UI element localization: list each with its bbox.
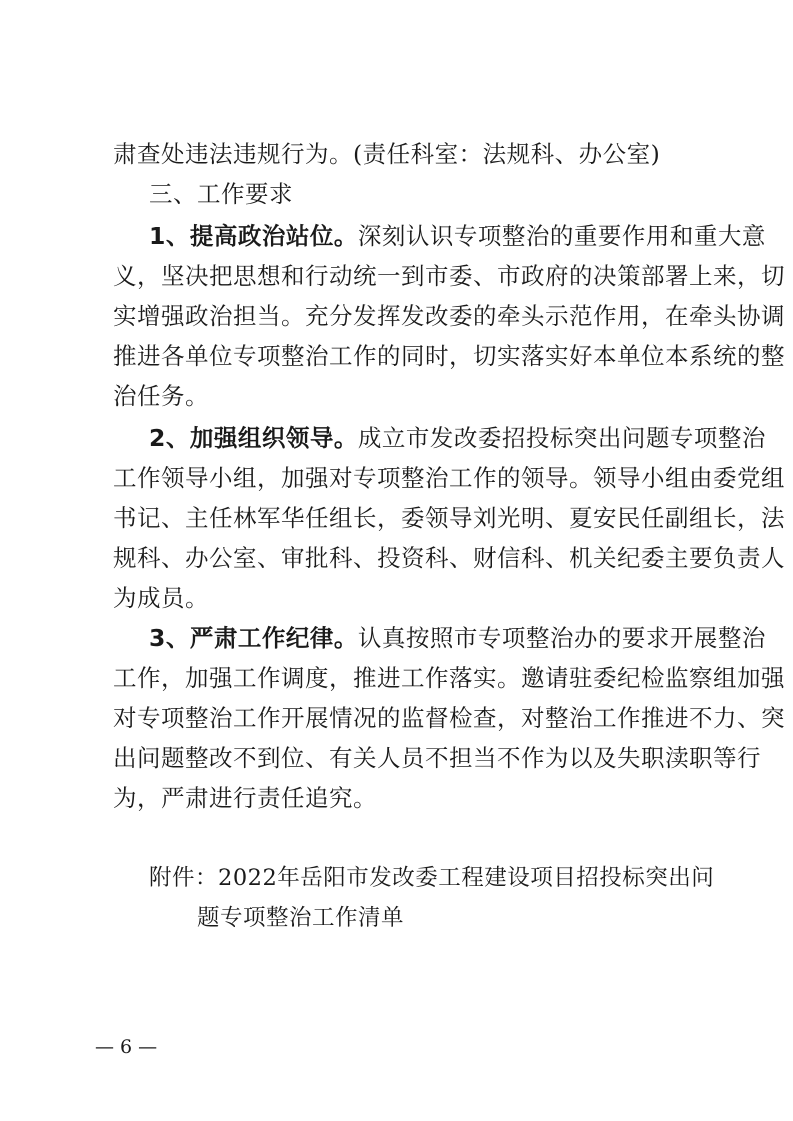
item-2-line-1: 成立市发改委招投标突出问题专项整治	[357, 424, 766, 452]
attachment-title-line-1: 2022年岳阳市发改委工程建设项目招投标突出问	[218, 865, 715, 891]
item-1-line-3: 实增强政治担当。充分发挥发改委的牵头示范作用，在牵头协调	[113, 302, 785, 330]
continuation-text: 肃查处违法违规行为。	[113, 140, 353, 168]
item-2-first-line	[149, 422, 766, 454]
item-3-line-3: 对专项整治工作开展情况的监督检查，对整治工作推进不力、突	[113, 704, 785, 732]
item-1-line-2: 义，坚决把思想和行动统一到市委、市政府的决策部署上来，切	[113, 262, 785, 290]
item-2-line-3: 书记、主任林军华任组长，委领导刘光明、夏安民任副组长，法	[113, 504, 785, 532]
item-2-line-4: 规科、办公室、审批科、投资科、财信科、机关纪委主要负责人	[113, 544, 785, 572]
item-1-first-line	[149, 220, 766, 252]
attachment-label: 附件：	[149, 865, 219, 891]
item-2-line-5: 为成员。	[113, 584, 209, 612]
item-3-line-4: 出问题整改不到位、有关人员不担当不作为以及失职渎职等行	[113, 744, 761, 772]
continuation-line	[113, 138, 660, 170]
item-3-title: 3、严肃工作纪律。	[149, 624, 358, 652]
item-2-title: 2、加强组织领导。	[149, 424, 358, 452]
item-3-line-5: 为，严肃进行责任追究。	[113, 784, 377, 812]
page-number: — 6 —	[95, 1036, 158, 1058]
item-1-line-4: 推进各单位专项整治工作的同时，切实落实好本单位本系统的整	[113, 342, 785, 370]
item-3-line-1: 认真按照市专项整治办的要求开展整治	[357, 624, 766, 652]
item-2-line-2: 工作领导小组，加强对专项整治工作的领导。领导小组由委党组	[113, 464, 785, 492]
item-1-line-1: 深刻认识专项整治的重要作用和重大意	[357, 222, 766, 250]
section-heading: 三、工作要求	[149, 180, 293, 208]
item-3-line-2: 工作，加强工作调度，推进工作落实。邀请驻委纪检监察组加强	[113, 664, 785, 692]
attachment-line-2: 题专项整治工作清单	[197, 905, 405, 931]
attachment-line-1	[149, 862, 714, 894]
responsible-dept-note: (责任科室：法规科、办公室)	[353, 140, 661, 168]
item-1-title: 1、提高政治站位。	[149, 222, 358, 250]
item-3-first-line	[149, 622, 766, 654]
item-1-line-5: 治任务。	[113, 382, 209, 410]
